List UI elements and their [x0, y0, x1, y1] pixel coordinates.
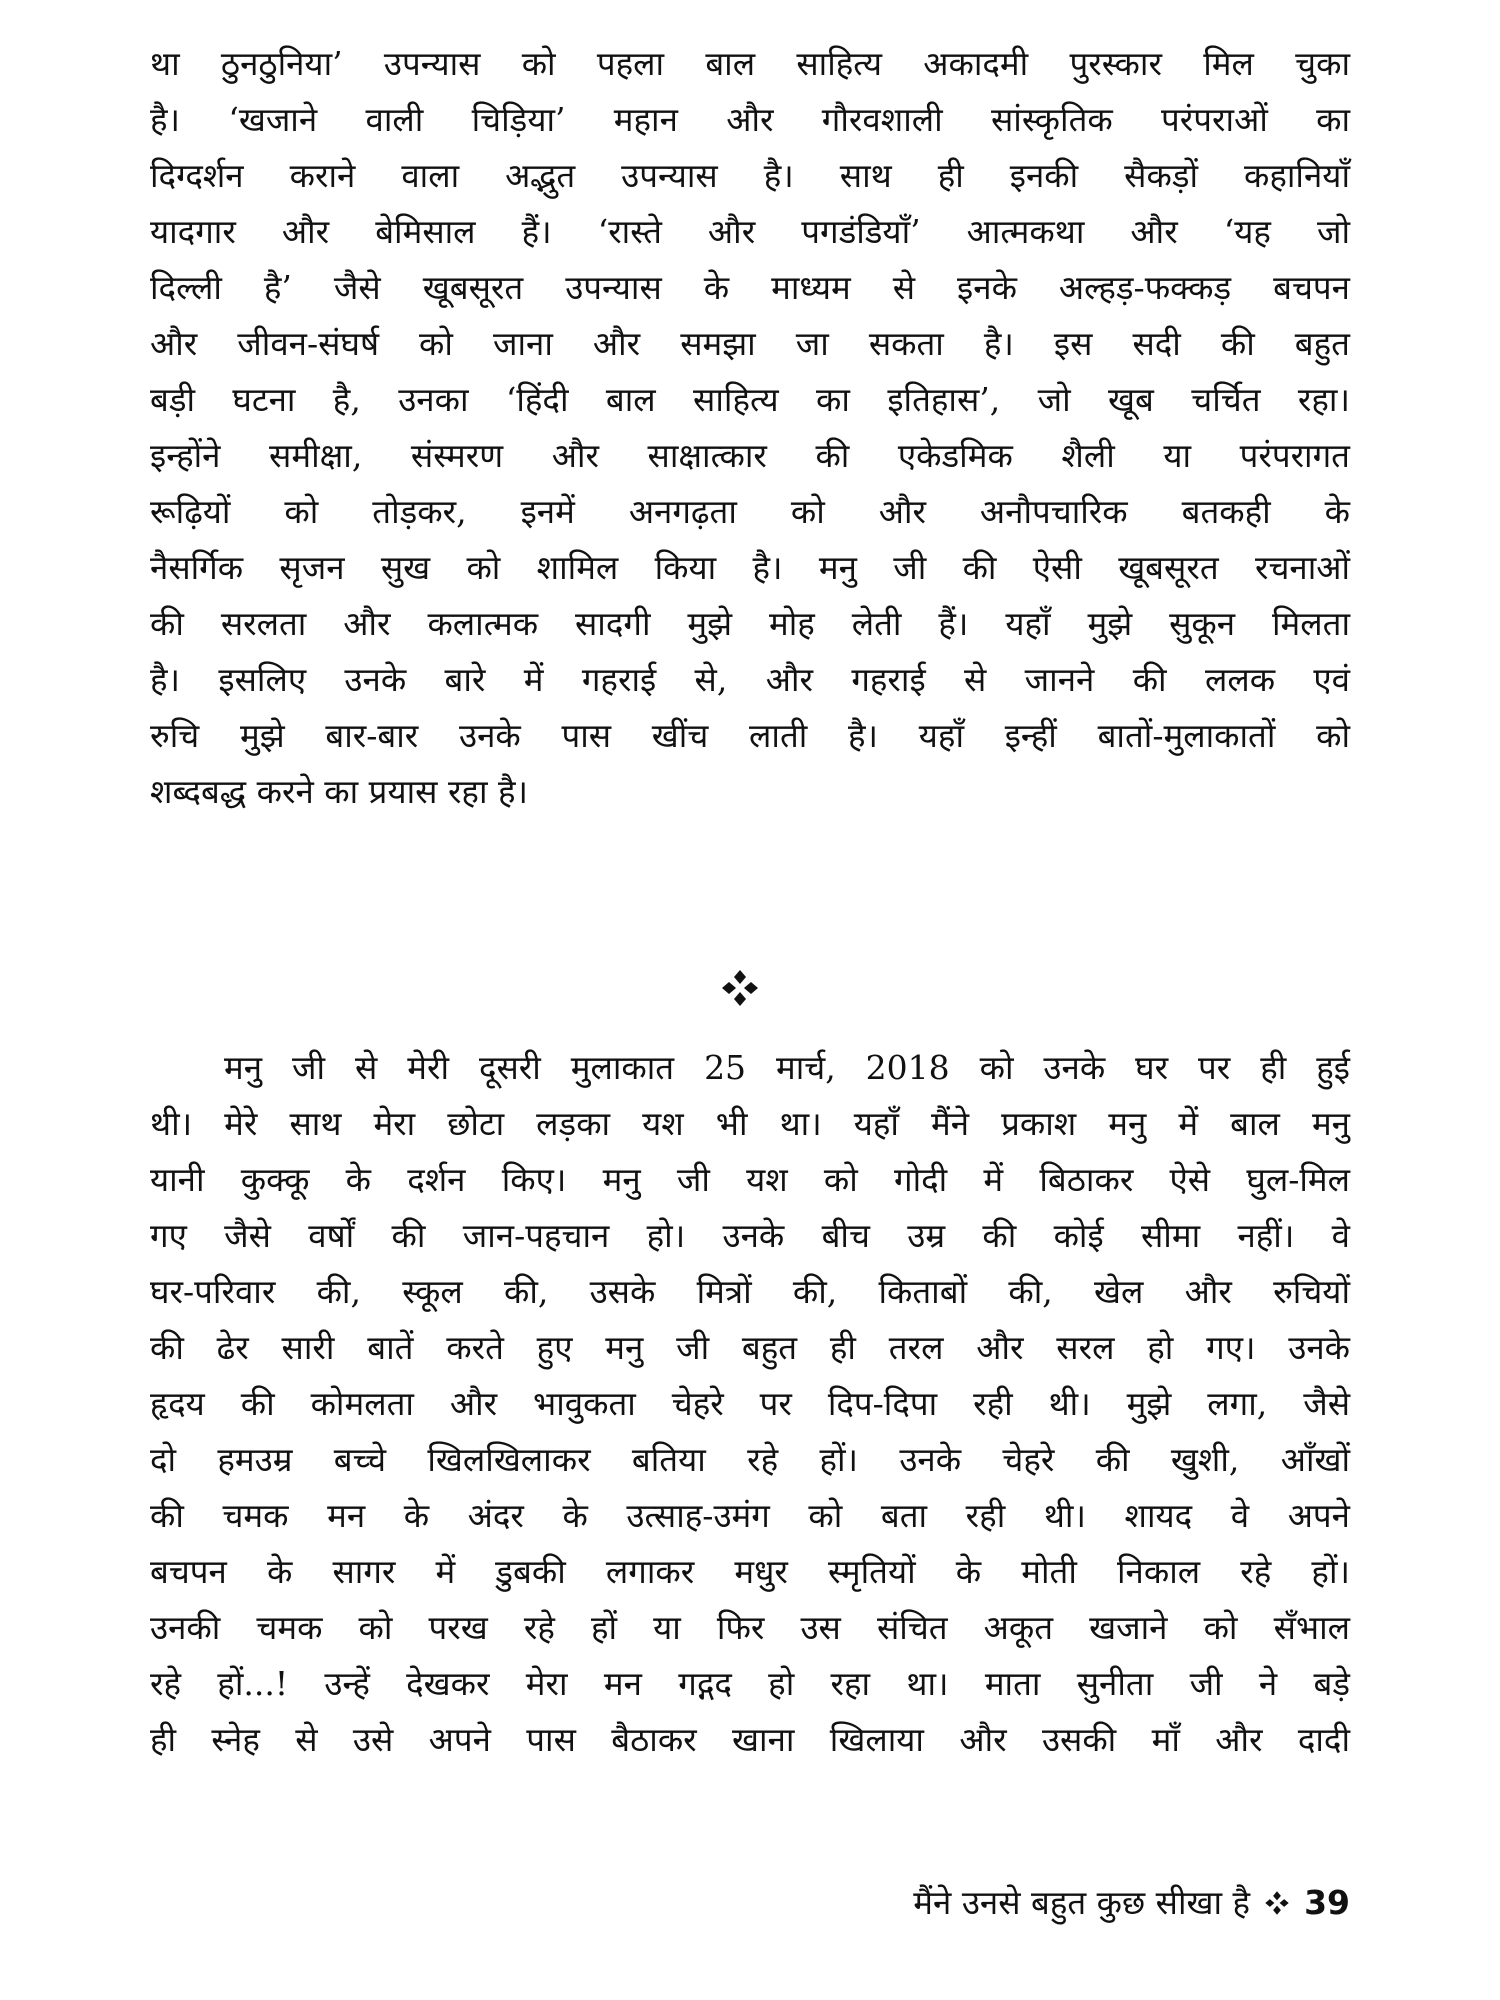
- paragraph-line: मनु जी से मेरी दूसरी मुलाकात 25 मार्च, 2018 को उनके घर पर ही हुई: [224, 1048, 1350, 1087]
- paragraph-line: रूढ़ियों को तोड़कर, इनमें अनगढ़ता को और अनौपचारिक बतकही के: [150, 492, 1350, 531]
- paragraph-line: बचपन के सागर में डुबकी लगाकर मधुर स्मृतियों के मोती निकाल रहे हों।: [150, 1552, 1350, 1591]
- paragraph-line: गए जैसे वर्षों की जान-पहचान हो। उनके बीच उम्र की कोई सीमा नहीं। वे: [150, 1216, 1350, 1255]
- paragraph-line: रुचि मुझे बार-बार उनके पास खींच लाती है। यहाँ इन्हीं बातों-मुलाकातों को: [150, 716, 1350, 755]
- page-footer: [913, 1878, 1350, 1928]
- paragraph-line: रहे हों...! उन्हें देखकर मेरा मन गद्गद हो रहा था। माता सुनीता जी ने बड़े: [150, 1664, 1350, 1703]
- paragraph-line: है। इसलिए उनके बारे में गहराई से, और गहराई से जानने की ललक एवं: [150, 660, 1350, 699]
- paragraph-line: घर-परिवार की, स्कूल की, उसके मित्रों की, किताबों की, खेल और रुचियों: [150, 1272, 1350, 1311]
- paragraph-1: [150, 36, 1350, 820]
- paragraph-2: [150, 1040, 1350, 1768]
- running-footer-title: मैंने उनसे बहुत कुछ सीखा है: [913, 1883, 1251, 1922]
- paragraph-line: और जीवन-संघर्ष को जाना और समझा जा सकता है। इस सदी की बहुत: [150, 324, 1350, 363]
- paragraph-line: ही स्नेह से उसे अपने पास बैठाकर खाना खिलाया और उसकी माँ और दादी: [150, 1720, 1350, 1759]
- paragraph-line: की चमक मन के अंदर के उत्साह-उमंग को बता रही थी। शायद वे अपने: [150, 1496, 1350, 1535]
- paragraph-line: बड़ी घटना है, उनका ‘हिंदी बाल साहित्य का इतिहास’, जो खूब चर्चित रहा।: [150, 380, 1350, 419]
- paragraph-line: नैसर्गिक सृजन सुख को शामिल किया है। मनु जी की ऐसी खूबसूरत रचनाओं: [150, 548, 1350, 587]
- paragraph-line: हृदय की कोमलता और भावुकता चेहरे पर दिप-दिपा रही थी। मुझे लगा, जैसे: [150, 1384, 1350, 1423]
- paragraph-line: शब्दबद्ध करने का प्रयास रहा है।: [150, 772, 529, 811]
- paragraph-line: दिग्दर्शन कराने वाला अद्भुत उपन्यास है। साथ ही इनकी सैकड़ों कहानियाँ: [150, 156, 1350, 195]
- paragraph-line: थी। मेरे साथ मेरा छोटा लड़का यश भी था। यहाँ मैंने प्रकाश मनु में बाल मनु: [150, 1104, 1350, 1143]
- page-number: 39: [1304, 1883, 1350, 1922]
- paragraph-line: उनकी चमक को परख रहे हों या फिर उस संचित अकूत खजाने को सँभाल: [150, 1608, 1350, 1647]
- paragraph-line: यानी कुक्कू के दर्शन किए। मनु जी यश को गोदी में बिठाकर ऐसे घुल-मिल: [150, 1160, 1350, 1199]
- paragraph-line: है। ‘खजाने वाली चिड़िया’ महान और गौरवशाली सांस्कृतिक परंपराओं का: [150, 100, 1350, 139]
- paragraph-line: इन्होंने समीक्षा, संस्मरण और साक्षात्कार की एकेडमिक शैली या परंपरागत: [150, 436, 1350, 475]
- paragraph-line: की सरलता और कलात्मक सादगी मुझे मोह लेती हैं। यहाँ मुझे सुकून मिलता: [150, 604, 1350, 643]
- paragraph-line: की ढेर सारी बातें करते हुए मनु जी बहुत ही तरल और सरल हो गए। उनके: [150, 1328, 1350, 1367]
- four-diamond-ornament-icon: [720, 968, 760, 1008]
- paragraph-line: दो हमउम्र बच्चे खिलखिलाकर बतिया रहे हों। उनके चेहरे की खुशी, आँखों: [150, 1440, 1350, 1479]
- four-diamond-ornament-icon: [1264, 1890, 1290, 1916]
- paragraph-line: था ठुनठुनिया’ उपन्यास को पहला बाल साहित्य अकादमी पुरस्कार मिल चुका: [150, 44, 1350, 83]
- paragraph-line: दिल्ली है’ जैसे खूबसूरत उपन्यास के माध्यम से इनके अल्हड़-फक्कड़ बचपन: [150, 268, 1350, 307]
- paragraph-line: यादगार और बेमिसाल हैं। ‘रास्ते और पगडंडियाँ’ आत्मकथा और ‘यह जो: [150, 212, 1350, 251]
